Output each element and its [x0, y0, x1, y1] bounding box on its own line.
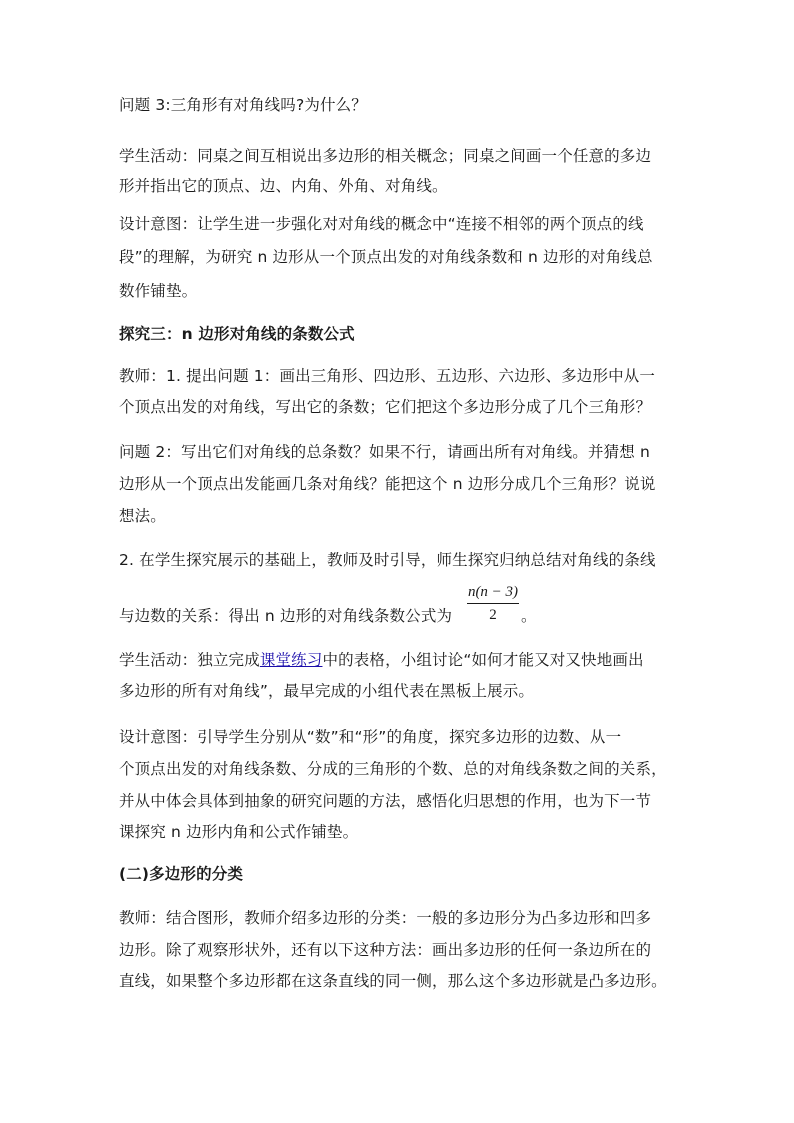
design-intent-2-line-4: 课探究 n 边形内角和公式作铺垫。 — [119, 823, 359, 841]
design-intent-line-3: 数作铺垫。 — [119, 282, 198, 300]
question-2-line-3: 想法。 — [119, 507, 166, 525]
step-2-line-1: 2. 在学生探究展示的基础上，教师及时引导，师生探究归纳总结对角线的条线 — [119, 551, 656, 569]
question-2-line-1: 问题 2：写出它们对角线的总条数？如果不行，请画出所有对角线。并猜想 n — [119, 443, 650, 461]
teacher-line-1: 教师：1. 提出问题 1：画出三角形、四边形、五边形、六边形、多边形中从一 — [119, 367, 656, 385]
design-intent-2-line-3: 并从中体会具体到抽象的研究问题的方法，感悟化归思想的作用，也为下一节 — [119, 792, 652, 810]
fraction-bar — [467, 603, 519, 604]
student-activity-line-1: 学生活动：同桌之间互相说出多边形的相关概念；同桌之间画一个任意的多边 — [119, 147, 652, 165]
formula-numerator: n(n − 3) — [467, 584, 519, 600]
diagonal-count-formula — [467, 583, 519, 624]
student-activity-2-line-2: 多边形的所有对角线”，最早完成的小组代表在黑板上展示。 — [119, 682, 535, 700]
design-intent-line-1: 设计意图：让学生进一步强化对对角线的概念中“连接不相邻的两个顶点的线 — [119, 215, 644, 233]
classroom-exercise-link[interactable]: 课堂练习 — [259, 651, 323, 669]
student-activity-2-line-1 — [119, 650, 644, 670]
section-heading-classification: (二)多边形的分类 — [119, 865, 244, 883]
student-activity-2-suffix: 中的表格，小组讨论“如何才能又对又快地画出 — [322, 651, 644, 669]
design-intent-2-line-2: 个顶点出发的对角线条数、分成的三角形的个数、总的对角线条数之间的关系， — [119, 760, 667, 778]
teacher-classification-line-2: 边形。除了观察形状外，还有以下这种方法：画出多边形的任何一条边所在的 — [119, 941, 652, 959]
design-intent-2-line-1: 设计意图：引导学生分别从“数”和“形”的角度，探究多边形的边数、从一 — [119, 728, 622, 746]
design-intent-line-2: 段”的理解，为研究 n 边形从一个顶点出发的对角线条数和 n 边形的对角线总 — [119, 248, 653, 266]
teacher-classification-line-3: 直线，如果整个多边形都在这条直线的同一侧，那么这个多边形就是凸多边形。 — [119, 972, 667, 990]
teacher-line-2: 个顶点出发的对角线，写出它的条数；它们把这个多边形分成了几个三角形？ — [119, 398, 652, 416]
question-2-line-2: 边形从一个顶点出发能画几条对角线？能把这个 n 边形分成几个三角形？说说 — [119, 475, 656, 493]
question-3-text: 问题 3:三角形有对角线吗?为什么？ — [119, 96, 367, 114]
section-heading-explore-3: 探究三：n 边形对角线的条数公式 — [119, 325, 355, 343]
teacher-classification-line-1: 教师：结合图形，教师介绍多边形的分类：一般的多边形分为凸多边形和凹多 — [119, 909, 652, 927]
student-activity-2-prefix: 学生活动：独立完成 — [119, 651, 260, 669]
formula-period: 。 — [521, 607, 537, 625]
step-2-line-2: 与边数的关系：得出 n 边形的对角线条数公式为 — [119, 607, 453, 625]
formula-denominator: 2 — [489, 607, 497, 623]
student-activity-line-2: 形并指出它的顶点、边、内角、外角、对角线。 — [119, 177, 448, 195]
